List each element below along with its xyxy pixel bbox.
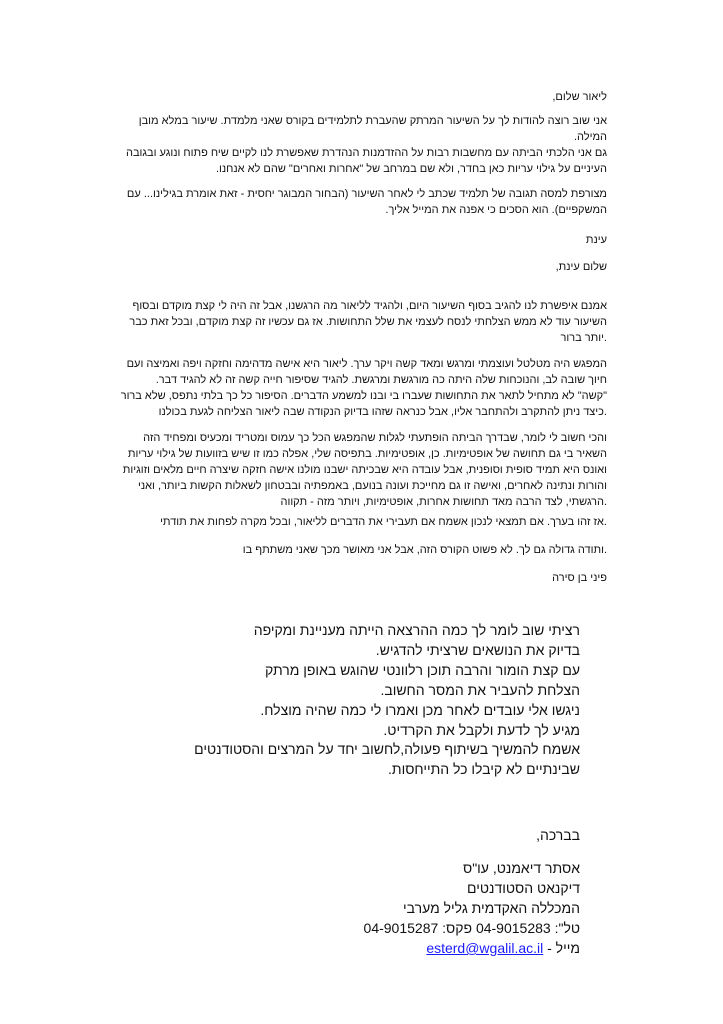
- line: ואונס היא תמיד סופית וסופנית, אבל עובדה היא שבכיתה ישבנו מולנו אישה חזקה שיצרה חיים מלאים וזוגיות: [122, 464, 607, 476]
- signature-organization: המכללה האקדמית גליל מערבי: [403, 900, 580, 916]
- line: העיניים על גילוי עריות כאן בחדר, ולא שם במרחב של "אחרות ואחרים" שהם לא אנחנו.: [215, 163, 607, 175]
- line: והורות ונתינה לאחרים, ואישה זו גם מחייכת ועונה בנועם, באמפתיה ובבטחון לשאלות הקשות ביותר, ואני: [138, 480, 607, 492]
- signature-title: דיקנאט הסטודנטים: [467, 880, 580, 896]
- letter2-paragraph-3: [107, 430, 607, 510]
- line: שבינתיים לא קיבלו כל התייחסות.: [388, 761, 580, 777]
- line: מגיע לך לדעת ולקבל את הקרדיט.: [383, 722, 580, 738]
- line: המשקפיים). הוא הסכים כי אפנה את המייל אליך.: [385, 204, 607, 216]
- line: השאיר בי גם תחושה של אופטימיות. כן, אופטימיות. בתפיסה שלי, אפלה כמו זו שיש בזוועות של גילוי עריות: [127, 448, 607, 460]
- signature-name: אסתר דיאמנט, עו"ס: [463, 860, 580, 876]
- line: אני שוב רוצה להודות לך על השיעור המרתק שהעברת לתלמידים בקורס שאני מלמדת. שיעור במלא מובן: [138, 115, 607, 127]
- line: השיעור עוד לא ממש הצלחתי לנסח לעצמי את שלל התחושות. אז גם עכשיו זה קצת מוקדם, ובכל זאת כבר: [129, 316, 607, 328]
- letter2-paragraph-5: .ותודה גדולה גם לך. לא פשוט הקורס הזה, אבל אני מאושר מכך שאני משתתף בו: [242, 544, 607, 556]
- contact-email-line: [100, 938, 580, 958]
- line: המילה.: [573, 131, 607, 143]
- line: .הרגשתי, לצד הרבה מאד תחושות אחרות, אופטימיות, ויותר מזה - תקווה: [280, 496, 607, 508]
- letter3-paragraph-1: [100, 620, 580, 740]
- line: מצורפת למסה תגובה של תלמיד שכתב לי לאחר השיעור (הבחור המבוגר יחסית - זאת אומרת בגילינו... עם: [126, 188, 607, 200]
- line: ניגשו אלי עובדים לאחר מכן ואמרו לי כמה שהיה מוצלח.: [260, 702, 580, 718]
- letter2-signature: פיני בן סירה: [552, 572, 607, 584]
- fax-label: פקס:: [442, 920, 473, 936]
- line: אמנם איפשרת לנו להגיב בסוף השיעור היום, ולהגיד לליאור מה הרגשנו, אבל זה היה לי קצת מוקדם ובסוף: [132, 300, 607, 312]
- line: הצלחת להעביר את המסר החשוב.: [380, 682, 580, 698]
- letter1-signature: עינת: [585, 234, 607, 246]
- letter2-paragraph-1: [107, 298, 607, 346]
- letter2-paragraph-4: .אז זהו בערך. אם תמצאי לנכון אשמח אם תעבירי את הדברים לליאור, ובכל מקרה לפחות את תודתי: [160, 516, 607, 528]
- email-link[interactable]: esterd@wgalil.ac.il: [426, 940, 544, 956]
- letter1-paragraph-2: [107, 186, 607, 218]
- letter3-closing: בברכה,: [536, 827, 580, 843]
- letter3-signature-block: [100, 858, 580, 958]
- phone-number: 04-9015283: [475, 920, 551, 936]
- phone-label: טל":: [554, 920, 580, 936]
- line: "קשה" לא מתחיל לתאר את התחושות שעברו בי ובנו למשמע הדברים. הסיפור כל כך בלתי נתפס, שלא ברור: [120, 390, 607, 402]
- letter1-greeting: ליאור שלום,: [552, 91, 607, 103]
- line: .כיצד ניתן להתקרב ולהתחבר אליו, אבל כנראה שזהו בדיוק הנקודה שבה ליאור הצליחה לגעת בכולנו: [158, 406, 607, 418]
- line: המפגש היה מטלטל ועוצמתי ומרגש ומאד קשה ויקר ערך. ליאור היא אישה מדהימה וחזקה ויפה ואמיצה ועם: [126, 358, 607, 370]
- line: רציתי שוב לומר לך כמה ההרצאה הייתה מעניינת ומקיפה: [253, 622, 580, 638]
- line: אשמח להמשיך בשיתוף פעולה,לחשוב יחד על המרצים והסטודנטים: [194, 741, 580, 757]
- line: חיוך שובה לב, והנוכחות שלה היתה כה מורגשת ומרגשת. להגיד שסיפור חייה קשה זה לא להגיד דבר.: [155, 374, 607, 386]
- letter2-paragraph-2: [107, 356, 607, 420]
- line: .יותר ברור: [560, 332, 607, 344]
- line: גם אני הלכתי הביתה עם מחשבות רבות על ההזדמנות הנהדרת שאפשרת לנו לקיים שיח פתוח ונוגע ובגובה: [125, 147, 607, 159]
- line: והכי חשוב לי לומר, שבדרך הביתה הופתעתי לגלות שהמפגש הכל כך עמוס ומטריד ומכעיס ומפחיד הזה: [143, 432, 607, 444]
- line: בדיוק את הנושאים שרציתי להדגיש.: [375, 642, 580, 658]
- contact-phone-line: [100, 918, 580, 938]
- line: עם קצת הומור והרבה תוכן רלוונטי שהוגש באופן מרתק: [265, 662, 580, 678]
- letter1-paragraph-1: [107, 113, 607, 177]
- fax-number: 04-9015287: [363, 920, 439, 936]
- letter3-paragraph-2: [100, 739, 580, 779]
- email-label: מייל -: [547, 940, 580, 956]
- letter2-greeting: שלום עינת,: [555, 261, 607, 273]
